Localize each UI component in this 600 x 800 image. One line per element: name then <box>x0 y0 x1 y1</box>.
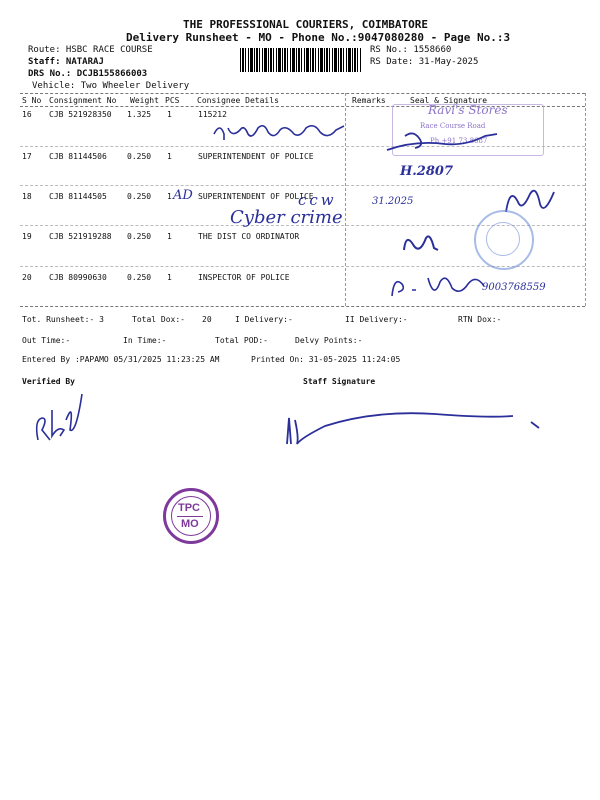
barcode <box>240 48 362 72</box>
total-dox-value: 20 <box>202 315 212 324</box>
runsheet-title: Delivery Runsheet - MO - Phone No.:9047080280 - Page No.:3 <box>126 31 511 44</box>
row-consignee: INSPECTOR OF POLICE <box>198 273 290 282</box>
row-pcs: 1 <box>167 192 172 201</box>
row-sno: 16 <box>22 110 32 119</box>
row-pcs: 1 <box>167 273 172 282</box>
ii-delivery: II Delivery:- <box>345 315 408 324</box>
out-time: Out Time:- <box>22 336 71 345</box>
col-pcs: PCS <box>165 96 180 105</box>
row-weight: 0.250 <box>127 192 152 201</box>
stamp-shop-name: Ravi's Stores <box>428 103 508 117</box>
table-bottom-rule <box>20 306 585 307</box>
total-dox: Total Dox:- <box>132 315 185 324</box>
row20-signature <box>388 270 488 302</box>
row-consignee: SUPERINTENDENT OF POLICE <box>198 192 314 201</box>
row20-phone-note: 9003768559 <box>482 282 546 293</box>
tot-runsheet: Tot. Runsheet:- 3 <box>22 315 104 324</box>
rs-date: RS Date: 31-May-2025 <box>370 57 479 67</box>
row-sno: 19 <box>22 232 32 241</box>
table-top-rule <box>20 93 585 94</box>
printed-on: Printed On: 31-05-2025 11:24:05 <box>251 355 401 364</box>
right-separator <box>585 93 586 306</box>
col-sno: S No <box>22 96 42 105</box>
col-consignment: Consignment No <box>49 96 117 105</box>
row-sno: 17 <box>22 152 32 161</box>
verified-by-signature <box>30 390 90 450</box>
row-sno: 18 <box>22 192 32 201</box>
entered-by: Entered By :PAPAMO 05/31/2025 11:23:25 AM <box>22 355 220 364</box>
row-consignment: CJB 521928350 <box>49 110 112 119</box>
row-pcs: 1 <box>167 232 172 241</box>
row16-scribble-signature <box>385 126 505 156</box>
staff-signature-label: Staff Signature <box>303 377 376 386</box>
staff: Staff: NATARAJ <box>28 57 104 67</box>
row-weight: 0.250 <box>127 232 152 241</box>
row-consignee: SUPERINTENDENT OF POLICE <box>198 152 314 161</box>
row18-ccw-note: ccw <box>298 191 337 209</box>
row-consignment: CJB 521919288 <box>49 232 112 241</box>
company-name: THE PROFESSIONAL COURIERS, COIMBATORE <box>183 18 429 31</box>
row18-date-note: 31.2025 <box>372 196 414 207</box>
row19-signature <box>400 228 440 256</box>
row-pcs: 1 <box>167 110 172 119</box>
vehicle: Vehicle: Two Wheeler Delivery <box>32 81 190 91</box>
col-seal: Seal & Signature <box>410 96 488 105</box>
row18-cybercrime-note: Cyber crime <box>230 207 343 228</box>
row-consignment: CJB 81144505 <box>49 192 107 201</box>
round-seal-inner <box>486 222 520 256</box>
tpc-seal-line1: TPC <box>178 502 200 514</box>
row-weight: 0.250 <box>127 273 152 282</box>
col-remarks: Remarks <box>352 96 386 105</box>
staff-signature <box>285 408 545 448</box>
row-pcs: 1 <box>167 152 172 161</box>
route: Route: HSBC RACE COURSE <box>28 45 153 55</box>
verified-by-label: Verified By <box>22 377 75 386</box>
in-time: In Time:- <box>123 336 167 345</box>
col-consignee: Consignee Details <box>197 96 279 105</box>
row-weight: 1.325 <box>127 110 152 119</box>
row18-ad-note: AD <box>173 188 193 203</box>
tpc-seal-line2: MO <box>181 518 199 530</box>
row-consignee: THE DIST CO ORDINATOR <box>198 232 300 241</box>
i-delivery: I Delivery:- <box>235 315 293 324</box>
total-pod: Total POD:- <box>215 336 268 345</box>
delvy-points: Delvy Points:- <box>295 336 363 345</box>
drs-number: DRS No.: DCJB155866003 <box>28 69 148 79</box>
stamp-phone: Ph +91 73 8687 <box>430 137 488 145</box>
row-consignment: CJB 80990630 <box>49 273 107 282</box>
row-consignment: CJB 81144506 <box>49 152 107 161</box>
col-weight: Weight <box>130 96 159 105</box>
row-weight: 0.250 <box>127 152 152 161</box>
row-consignee: 115212 <box>198 110 227 119</box>
row16-handwritten-signature <box>210 120 350 144</box>
rtn-dox: RTN Dox:- <box>458 315 502 324</box>
row-sno: 20 <box>22 273 32 282</box>
tpc-seal-divider <box>177 516 203 517</box>
stamp-address: Race Course Road <box>420 122 486 130</box>
row17-handwritten-note: H.2807 <box>400 164 453 179</box>
rs-number: RS No.: 1558660 <box>370 45 452 55</box>
